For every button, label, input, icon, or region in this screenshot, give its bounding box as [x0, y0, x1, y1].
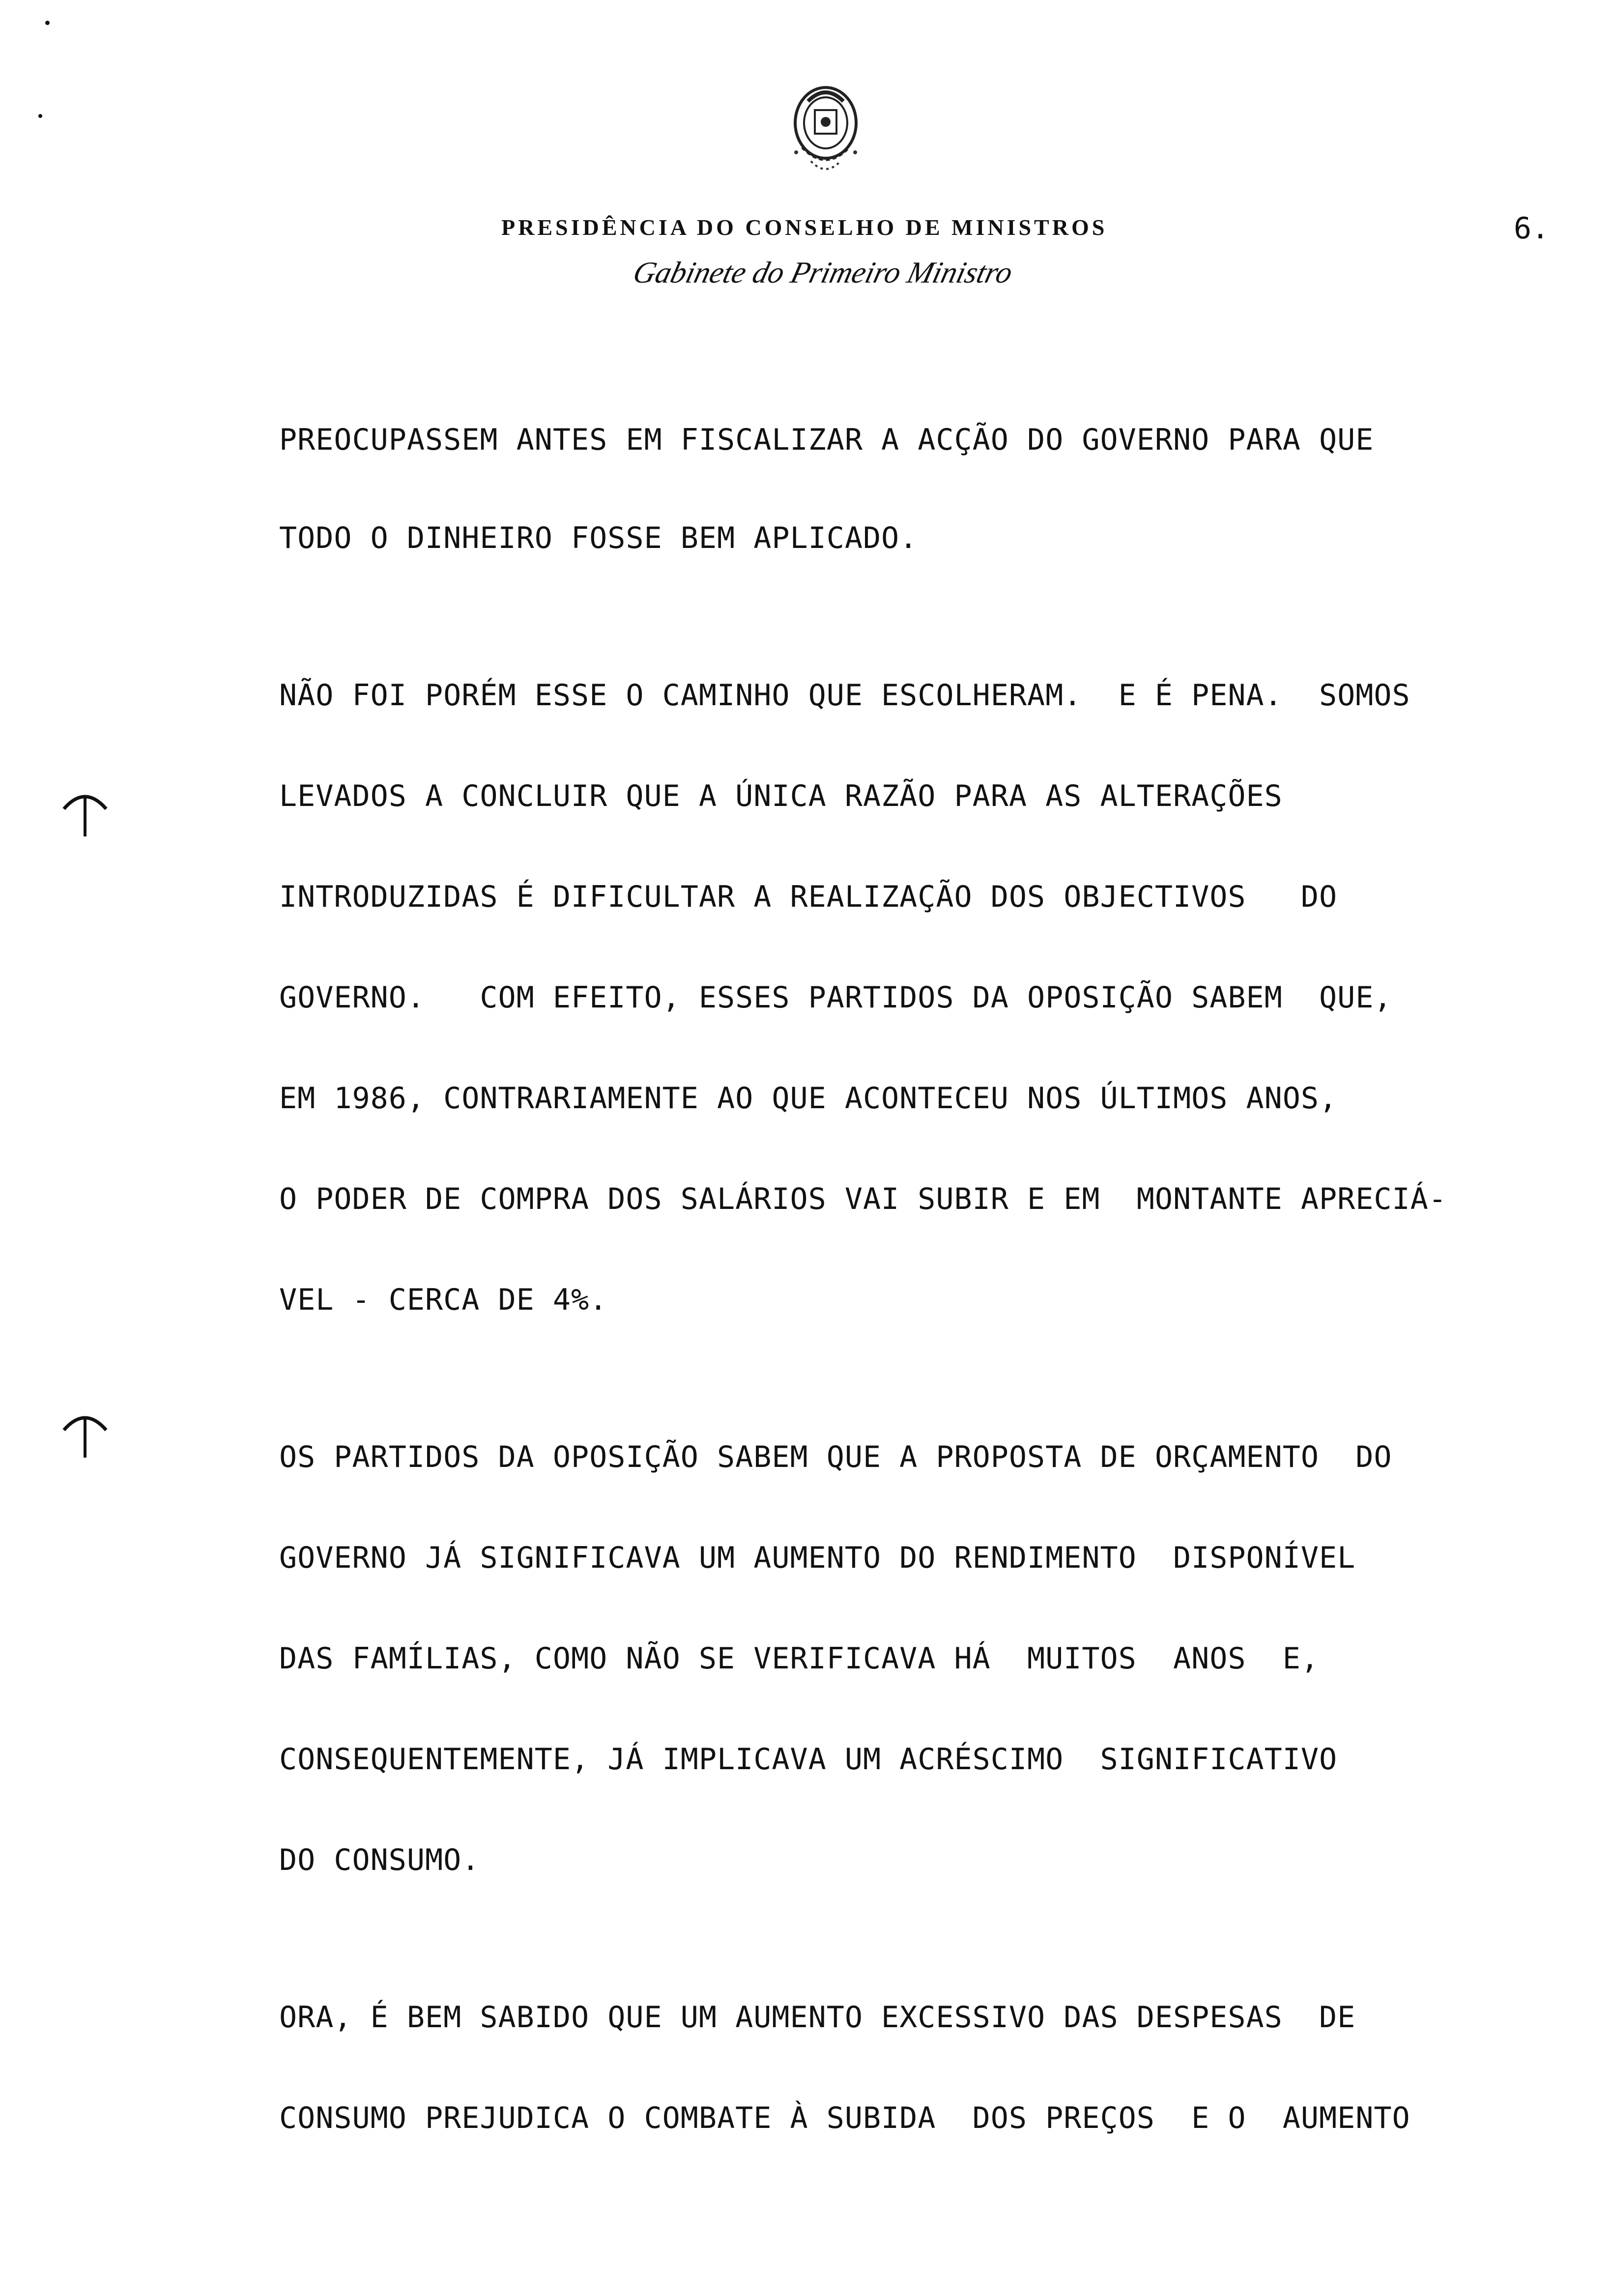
- scan-speck: [38, 114, 42, 118]
- margin-arch-mark: [58, 1406, 112, 1460]
- body-text-line: EM 1986, CONTRARIAMENTE AO QUE ACONTECEU NOS ÚLTIMOS ANOS,: [279, 1081, 1338, 1116]
- body-text-line: VEL - CERCA DE 4%.: [279, 1283, 608, 1317]
- body-text-line: CONSEQUENTEMENTE, JÁ IMPLICAVA UM ACRÉSCIMO SIGNIFICATIVO: [279, 1742, 1338, 1777]
- body-text-line: ORA, É BEM SABIDO QUE UM AUMENTO EXCESSIVO DAS DESPESAS DE: [279, 2000, 1356, 2035]
- body-text-line: GOVERNO. COM EFEITO, ESSES PARTIDOS DA OPOSIÇÃO SABEM QUE,: [279, 980, 1392, 1015]
- body-text-line: DO CONSUMO.: [279, 1843, 480, 1877]
- margin-arch-mark: [58, 784, 112, 838]
- page-number: 6.: [1514, 211, 1550, 246]
- body-text-line: CONSUMO PREJUDICA O COMBATE À SUBIDA DOS PREÇOS E O AUMENTO: [279, 2101, 1410, 2135]
- coat-of-arms-seal: [767, 74, 885, 201]
- body-text-line: DAS FAMÍLIAS, COMO NÃO SE VERIFICAVA HÁ MUITOS ANOS E,: [279, 1641, 1320, 1676]
- body-text-line: O PODER DE COMPRA DOS SALÁRIOS VAI SUBIR E EM MONTANTE APRECIÁ-: [279, 1182, 1447, 1216]
- body-text-line: NÃO FOI PORÉM ESSE O CAMINHO QUE ESCOLHERAM. E É PENA. SOMOS: [279, 678, 1410, 713]
- institution-heading: PRESIDÊNCIA DO CONSELHO DE MINISTROS: [501, 215, 1108, 240]
- office-subheading: Gabinete do Primeiro Ministro: [630, 256, 1016, 289]
- body-text-line: INTRODUZIDAS É DIFICULTAR A REALIZAÇÃO DOS OBJECTIVOS DO: [279, 880, 1338, 914]
- body-text-line: LEVADOS A CONCLUIR QUE A ÚNICA RAZÃO PARA AS ALTERAÇÕES: [279, 779, 1283, 813]
- scan-speck: [45, 21, 50, 25]
- body-text-line: TODO O DINHEIRO FOSSE BEM APLICADO.: [279, 521, 918, 555]
- body-text-line: GOVERNO JÁ SIGNIFICAVA UM AUMENTO DO RENDIMENTO DISPONÍVEL: [279, 1541, 1356, 1575]
- body-text-line: PREOCUPASSEM ANTES EM FISCALIZAR A ACÇÃO DO GOVERNO PARA QUE: [279, 423, 1374, 457]
- body-text-line: OS PARTIDOS DA OPOSIÇÃO SABEM QUE A PROPOSTA DE ORÇAMENTO DO: [279, 1440, 1392, 1474]
